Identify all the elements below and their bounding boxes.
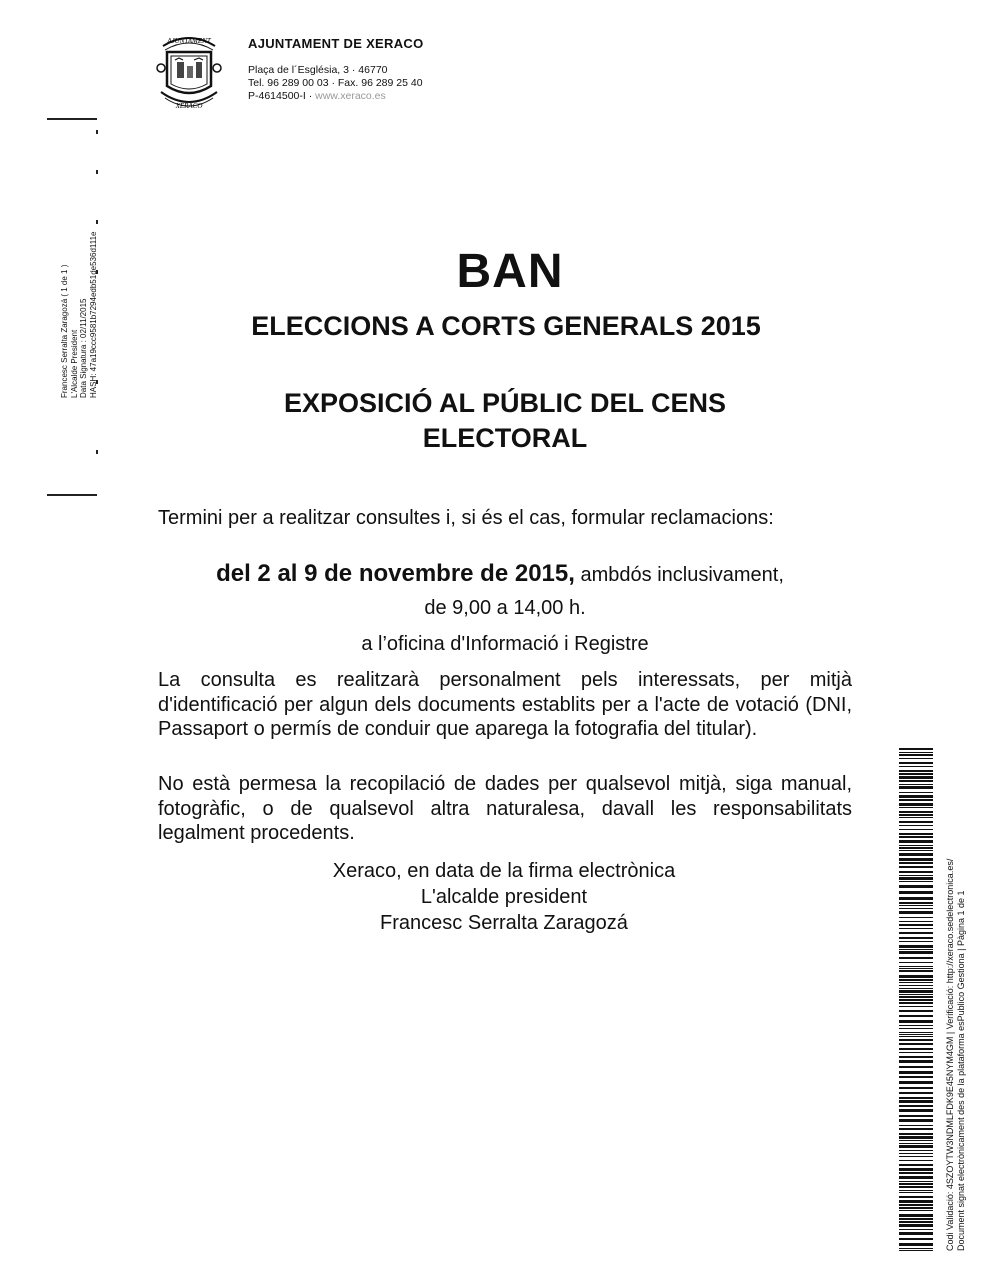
barcode-bar xyxy=(899,1190,933,1191)
barcode-bar xyxy=(899,833,933,835)
barcode-bar xyxy=(899,784,933,785)
barcode-bar xyxy=(899,1039,933,1041)
phone-fax-line: Tel. 96 289 00 03 · Fax. 96 289 25 40 xyxy=(248,77,423,89)
barcode-bar xyxy=(899,1143,933,1144)
barcode-bar xyxy=(899,799,933,801)
barcode-bar xyxy=(899,807,933,808)
barcode-bar xyxy=(899,1232,933,1235)
barcode-bar xyxy=(899,949,933,950)
barcode-bar xyxy=(899,766,933,767)
barcode-bar xyxy=(899,1221,933,1223)
barcode-bar xyxy=(899,951,933,954)
barcode-bar xyxy=(899,937,933,939)
barcode-bar xyxy=(899,1248,933,1249)
barcode-bar xyxy=(899,748,933,750)
signer-role-line: L'Alcalde President xyxy=(69,329,79,398)
municipal-seal-logo xyxy=(153,28,225,112)
barcode-bar xyxy=(899,1043,933,1045)
heading-line-2: ELECTORAL xyxy=(422,423,588,453)
barcode-bar xyxy=(899,902,933,904)
barcode-bar xyxy=(899,1164,933,1166)
barcode-bar xyxy=(899,1066,933,1068)
barcode-bar xyxy=(899,1119,933,1122)
dates-line xyxy=(0,560,1000,588)
barcode-bar xyxy=(899,1052,933,1053)
barcode-bar xyxy=(899,905,933,906)
barcode-bar xyxy=(899,847,933,849)
barcode-bar xyxy=(899,1128,933,1130)
barcode-bar xyxy=(899,911,933,914)
barcode-bar xyxy=(899,1192,933,1193)
barcode-bar xyxy=(899,1172,933,1174)
seal-text-top: AJUNTAMENT xyxy=(167,37,211,45)
document-subtitle: ELECCIONS A CORTS GENERALS 2015 xyxy=(251,311,761,341)
verification-code-line: Codi Validació: 4SZOYTW3NDMLFDK9E45NYM4GM | Verificació: http://xeraco.sedelectronica.es/ xyxy=(945,858,955,1251)
barcode-bar xyxy=(899,786,933,789)
barcode-bar xyxy=(899,962,933,963)
barcode-bar xyxy=(899,1071,933,1074)
barcode-bar xyxy=(899,996,933,998)
barcode-bar xyxy=(899,780,933,782)
barcode-bar xyxy=(899,1092,933,1094)
barcode-bar xyxy=(899,985,933,986)
barcode-bar xyxy=(899,1048,933,1050)
barcode-bar xyxy=(899,881,933,882)
barcode-bar xyxy=(899,1140,933,1141)
barcode-bar xyxy=(899,966,933,967)
barcode-bar xyxy=(899,853,933,856)
office-line: a l’oficina d'Informació i Registre xyxy=(361,633,649,655)
document-title: BAN xyxy=(456,245,564,298)
barcode-bar xyxy=(899,988,933,989)
barcode-bar xyxy=(899,979,933,981)
barcode-bar xyxy=(899,871,933,873)
barcode-bar xyxy=(899,1105,933,1107)
barcode-bar xyxy=(899,829,933,830)
document-heading xyxy=(5,386,1000,456)
barcode-bar xyxy=(899,1229,933,1230)
barcode-bar xyxy=(899,1176,933,1179)
barcode-bar xyxy=(899,1100,933,1103)
barcode-bar xyxy=(899,897,933,900)
barcode-bar xyxy=(899,1136,933,1139)
verification-barcode xyxy=(899,748,933,1251)
barcode-bar xyxy=(899,945,933,948)
barcode-bar xyxy=(899,1243,933,1246)
barcode-bar xyxy=(899,885,933,888)
barcode-bar xyxy=(899,803,933,806)
barcode-bar xyxy=(899,770,933,772)
barcode-bar xyxy=(899,1200,933,1203)
barcode-bar xyxy=(899,908,933,909)
barcode-bar xyxy=(899,1210,933,1211)
barcode-bar xyxy=(899,877,933,880)
barcode-bar xyxy=(899,1028,933,1029)
barcode-bar xyxy=(899,1168,933,1171)
barcode-bar xyxy=(899,921,933,922)
seal-text-bottom: XERACO xyxy=(175,102,203,110)
barcode-bar xyxy=(899,1076,933,1078)
barcode-bar xyxy=(899,1006,933,1007)
barcode-bar xyxy=(899,1015,933,1017)
signature-block xyxy=(4,858,1000,936)
barcode-bar xyxy=(899,1020,933,1023)
barcode-bar xyxy=(899,1218,933,1220)
barcode-bar xyxy=(899,840,933,843)
barcode-bar xyxy=(899,1196,933,1198)
address-line: Plaça de l´Església, 3 · 46770 xyxy=(248,64,388,76)
barcode-bar xyxy=(899,795,933,798)
barcode-bar xyxy=(899,891,933,894)
signer-line: Francesc Serralta Zaragozá ( 1 de 1 ) xyxy=(60,264,69,398)
barcode-bar xyxy=(899,754,933,756)
letterhead-address-block xyxy=(248,64,423,103)
barcode-bar xyxy=(899,773,933,775)
barcode-bar xyxy=(899,1238,933,1240)
barcode-bar xyxy=(899,917,933,918)
barcode-bar xyxy=(899,1204,933,1206)
barcode-bar xyxy=(899,999,933,1001)
barcode-bar xyxy=(899,968,933,969)
cif-web-line xyxy=(248,90,423,103)
barcode-bar xyxy=(899,875,933,876)
barcode-bar xyxy=(899,1034,933,1035)
barcode-bar xyxy=(899,862,933,864)
barcode-bar xyxy=(899,1153,933,1154)
barcode-bar xyxy=(899,1115,933,1117)
barcode-bar xyxy=(899,1036,933,1037)
cif-text: P-4614500-I · xyxy=(248,90,313,102)
prohibition-paragraph: No està permesa la recopilació de dades per qualsevol mitjà, siga manual, fotogràfic, o de qualsevol altra naturalesa, davall les responsabilitats legalment procedents. xyxy=(158,773,852,844)
barcode-bar xyxy=(899,1056,933,1058)
barcode-bar xyxy=(899,1087,933,1089)
barcode-bar xyxy=(899,1224,933,1227)
dates-bold: del 2 al 9 de novembre de 2015, xyxy=(216,560,575,587)
verification-text xyxy=(945,859,966,1251)
hours-line: de 9,00 a 14,00 h. xyxy=(424,597,586,619)
term-paragraph: Termini per a realitzar consultes i, si és el cas, formular reclamacions: xyxy=(158,507,774,529)
dates-rest: ambdós inclusivament, xyxy=(574,564,784,586)
barcode-bar xyxy=(899,1097,933,1099)
barcode-bar xyxy=(899,1183,933,1185)
barcode-bar xyxy=(899,1186,933,1188)
sign-name: Francesc Serralta Zaragozá xyxy=(380,912,628,934)
sign-role: L'alcalde president xyxy=(420,886,588,908)
consult-paragraph: La consulta es realitzarà personalment pels interessats, per mitjà d'identificació per algun dels documents establits per a l'acte de votació (DNI, Passaport o permís de conduir que aparega la fotografia del titular). xyxy=(158,669,852,740)
barcode-bar xyxy=(899,957,933,959)
barcode-bar xyxy=(899,825,933,826)
barcode-bar xyxy=(899,817,933,818)
barcode-bar xyxy=(899,994,933,995)
signature-hash-line: HASH: 47a19ccc9581b7294edb51de536d111e xyxy=(88,231,98,398)
barcode-bar xyxy=(899,1025,933,1026)
sign-place: Xeraco, en data de la firma electrònica xyxy=(332,860,676,882)
barcode-bar xyxy=(899,982,933,983)
barcode-bar xyxy=(899,1109,933,1112)
barcode-bar xyxy=(899,970,933,972)
barcode-bar xyxy=(899,1156,933,1157)
barcode-bar xyxy=(899,1125,933,1126)
barcode-bar xyxy=(899,1060,933,1063)
barcode-bar xyxy=(899,758,933,759)
barcode-bar xyxy=(899,845,933,846)
barcode-bar xyxy=(899,752,933,753)
barcode-bar xyxy=(899,792,933,793)
barcode-bar xyxy=(899,924,933,926)
barcode-bar xyxy=(899,975,933,978)
barcode-bar xyxy=(899,1250,933,1251)
barcode-bar xyxy=(899,1214,933,1217)
barcode-bar xyxy=(899,811,933,813)
barcode-bar xyxy=(899,836,933,838)
signature-date-line: Data Signatura : 02/11/2015 xyxy=(79,298,88,398)
barcode-bar xyxy=(899,928,933,929)
barcode-bar xyxy=(899,1181,933,1182)
verification-platform-line: Document signat electrònicament des de la plataforma esPublico Gestiona | Pàgina 1 de 1 xyxy=(955,890,966,1251)
organization-name: AJUNTAMENT DE XERACO xyxy=(248,36,424,51)
heading-line-1: EXPOSICIÓ AL PÚBLIC DEL CENS xyxy=(283,388,727,418)
barcode-bar xyxy=(899,1207,933,1209)
barcode-bar xyxy=(899,866,933,868)
barcode-bar xyxy=(899,850,933,851)
barcode-bar xyxy=(899,1002,933,1004)
barcode-bar xyxy=(899,762,933,764)
barcode-bar xyxy=(899,821,933,823)
barcode-bar xyxy=(899,776,933,779)
barcode-bar xyxy=(899,858,933,861)
barcode-bar xyxy=(899,941,933,942)
barcode-bar xyxy=(899,1032,933,1033)
barcode-bar xyxy=(899,1081,933,1084)
website-link[interactable]: www.xeraco.es xyxy=(315,90,386,102)
barcode-bar xyxy=(899,1133,933,1135)
barcode-bar xyxy=(899,1160,933,1161)
barcode-bar xyxy=(899,932,933,934)
barcode-bar xyxy=(899,990,933,993)
barcode-bar xyxy=(899,1145,933,1148)
barcode-bar xyxy=(899,1150,933,1151)
barcode-bar xyxy=(899,1010,933,1012)
barcode-bar xyxy=(899,814,933,816)
